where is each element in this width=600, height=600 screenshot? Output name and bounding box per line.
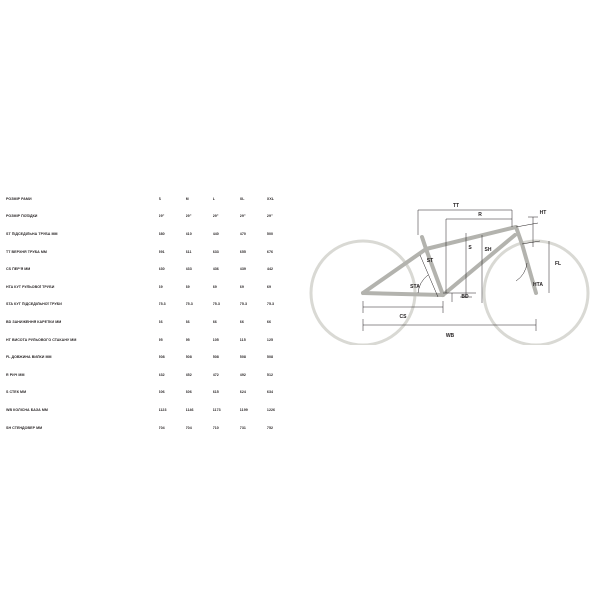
table-row — [6, 278, 294, 296]
row-label: CS ПЕР'Я ММ — [6, 267, 31, 272]
table — [6, 190, 294, 436]
row-label: ST ПІДСЕДІЛЬНА ТРУБА ММ — [6, 231, 58, 236]
row-value: 66 — [239, 319, 244, 324]
row-value: 611 — [185, 249, 192, 254]
label-wb: WB — [445, 333, 455, 339]
row-value: 75.3 — [212, 302, 220, 307]
row-value: 508 — [266, 355, 274, 360]
size-header-s: S — [158, 196, 161, 201]
label-sh: SH — [484, 247, 492, 253]
row-value: 69 — [158, 284, 163, 289]
row-value: 470 — [239, 231, 246, 236]
row-value: 731 — [239, 425, 246, 430]
row-value: 75.3 — [239, 302, 247, 307]
row-value: 1173 — [212, 407, 221, 412]
label-s: S — [468, 245, 472, 251]
label-sta: STA — [410, 284, 420, 290]
row-value: 75.3 — [158, 302, 166, 307]
row-value: 1199 — [239, 407, 248, 412]
table-row — [6, 260, 294, 278]
row-value: 1226 — [266, 407, 276, 412]
row-value: 508 — [158, 355, 165, 360]
row-value: 615 — [212, 390, 219, 395]
row-value: 69 — [266, 284, 271, 289]
row-value: 633 — [212, 249, 219, 254]
row-value: 29" — [212, 214, 219, 219]
bike-geometry-diagram — [300, 185, 596, 345]
table-title-cell: РОЗМІР РАМИ — [6, 196, 32, 201]
table-row — [6, 384, 294, 402]
label-bd: BD — [461, 294, 469, 300]
row-value: 410 — [185, 231, 192, 236]
label-hta: HTA — [533, 282, 543, 288]
row-value: 69 — [185, 284, 190, 289]
label-fl: FL — [554, 261, 562, 267]
row-value: 655 — [239, 249, 246, 254]
table-row — [6, 243, 294, 261]
table-row — [6, 225, 294, 243]
row-value: 508 — [212, 355, 219, 360]
row-value: 508 — [185, 355, 192, 360]
row-value: 1123 — [158, 407, 167, 412]
table-row — [6, 401, 294, 419]
label-tt: TT — [452, 203, 460, 209]
size-header-l: L — [212, 196, 215, 201]
row-value: 433 — [185, 267, 192, 272]
geometry-table — [6, 190, 294, 436]
table-row — [6, 348, 294, 366]
row-value: 105 — [212, 337, 219, 342]
row-label: РОЗМІР ПОЇЗДКИ — [6, 214, 38, 219]
label-ht: HT — [539, 210, 547, 216]
table-row — [6, 313, 294, 331]
row-value: 66 — [266, 319, 271, 324]
row-value: 66 — [185, 319, 190, 324]
row-value: 125 — [266, 337, 274, 342]
frame-outline — [363, 227, 536, 295]
row-label: BD ЗАНИЖЕННЯ КАРЕТКИ ММ — [6, 319, 62, 324]
row-value: 69 — [212, 284, 217, 289]
row-value: 606 — [185, 390, 192, 395]
row-value: 95 — [158, 337, 163, 342]
row-value: 29" — [185, 214, 192, 219]
row-value: 29" — [266, 214, 273, 219]
row-value: 472 — [212, 372, 219, 377]
label-r: R — [478, 212, 482, 218]
row-value: 634 — [266, 390, 274, 395]
row-value: 606 — [158, 390, 165, 395]
row-value: 512 — [266, 372, 274, 377]
row-value: 75.3 — [185, 302, 193, 307]
dimension-lines — [363, 210, 549, 331]
row-value: 1146 — [185, 407, 194, 412]
row-value: 432 — [158, 372, 165, 377]
row-label: WB КОЛІСНА БАЗА ММ — [6, 407, 48, 412]
row-label: S СТЕК ММ — [6, 390, 27, 395]
row-value: 430 — [158, 267, 165, 272]
table-row — [6, 296, 294, 314]
row-label: R РИЧ ММ — [6, 372, 25, 377]
row-value: 442 — [266, 267, 274, 272]
size-header-m: M — [185, 196, 189, 201]
row-value: 704 — [185, 425, 192, 430]
size-header-xl: XL — [239, 196, 245, 201]
row-value: 500 — [266, 231, 274, 236]
size-header-xxl: XXL — [266, 196, 275, 201]
row-label: HT ВИСОТА РУЛЬОВОГО СТАКАНУ ММ — [6, 337, 77, 342]
table-row — [6, 331, 294, 349]
row-value: 380 — [158, 231, 165, 236]
row-value: 508 — [239, 355, 246, 360]
row-value: 69 — [239, 284, 244, 289]
row-value: 29" — [239, 214, 246, 219]
label-st: ST — [426, 258, 434, 264]
row-value: 676 — [266, 249, 274, 254]
table-row — [6, 419, 294, 437]
row-label: SH СТЕНДОВЕР ММ — [6, 425, 43, 430]
row-label: HTA КУТ РУЛЬОВОЇ ТРУБИ — [6, 284, 55, 289]
row-value: 436 — [212, 267, 219, 272]
row-value: 624 — [239, 390, 246, 395]
row-value: 440 — [212, 231, 219, 236]
row-value: 95 — [185, 337, 190, 342]
table-row — [6, 366, 294, 384]
row-value: 439 — [239, 267, 246, 272]
row-value: 492 — [239, 372, 246, 377]
row-value: 704 — [158, 425, 165, 430]
row-value: 710 — [212, 425, 219, 430]
table-header-row — [6, 190, 294, 208]
row-value: 75.3 — [266, 302, 275, 307]
row-value: 752 — [266, 425, 274, 430]
row-value: 591 — [158, 249, 165, 254]
label-cs: CS — [399, 314, 407, 320]
row-value: 29" — [158, 214, 165, 219]
row-value: 66 — [158, 319, 163, 324]
row-label: STA КУТ ПІДСЕДІЛЬНОЇ ТРУБИ — [6, 302, 62, 307]
table-row — [6, 208, 294, 226]
row-label: TT ВЕРХНЯ ТРУБА ММ — [6, 249, 47, 254]
row-value: 66 — [212, 319, 217, 324]
row-label: FL ДОВЖИНА ВИЛКИ ММ — [6, 355, 52, 360]
row-value: 115 — [239, 337, 246, 342]
row-value: 452 — [185, 372, 192, 377]
